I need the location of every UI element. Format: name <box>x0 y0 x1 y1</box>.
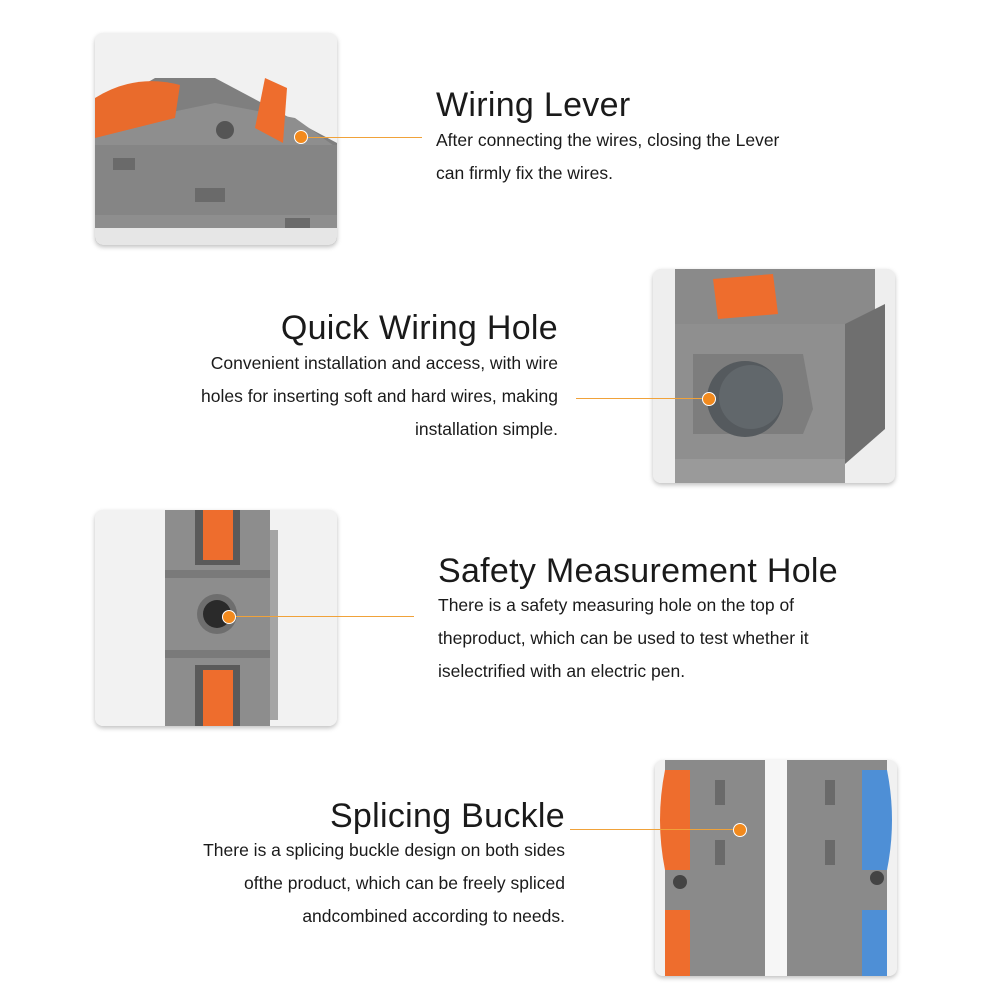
splicing-buckle-title: Splicing Buckle <box>329 797 565 835</box>
wiring-lever-callout-line <box>302 137 422 138</box>
description-line: iselectrified with an electric pen. <box>438 661 686 681</box>
description-line: theproduct, which can be used to test whether it <box>438 628 809 648</box>
description-line: holes for inserting soft and hard wires, making <box>201 386 558 406</box>
splicing-buckle-description <box>203 834 565 933</box>
quick-wiring-hole-callout-line <box>576 398 708 399</box>
splicing-buckle-photo <box>655 760 897 976</box>
quick-wiring-hole-callout-dot <box>702 392 716 406</box>
wiring-lever-title: Wiring Lever <box>436 86 631 124</box>
description-line: ofthe product, which can be freely spliced <box>243 873 565 893</box>
quick-wiring-hole-description <box>201 347 558 446</box>
description-line: andcombined according to needs. <box>302 906 565 926</box>
safety-measurement-hole-title: Safety Measurement Hole <box>438 552 838 590</box>
quick-wiring-hole-title: Quick Wiring Hole <box>280 309 558 347</box>
wiring-lever-description <box>436 124 779 190</box>
description-line: can firmly fix the wires. <box>436 163 613 183</box>
splicing-buckle-callout-dot <box>733 823 747 837</box>
description-line: There is a splicing buckle design on both sides <box>203 840 565 860</box>
description-line: There is a safety measuring hole on the top of <box>438 595 795 615</box>
safety-hole-callout-line <box>236 616 414 617</box>
splicing-buckle-callout-line <box>570 829 740 830</box>
description-line: installation simple. <box>415 419 558 439</box>
wiring-lever-callout-dot <box>294 130 308 144</box>
safety-hole-callout-dot <box>222 610 236 624</box>
safety-measurement-hole-description <box>438 589 809 688</box>
description-line: After connecting the wires, closing the Lever <box>436 130 780 150</box>
safety-measurement-hole-photo <box>95 510 337 726</box>
quick-wiring-hole-photo <box>653 269 895 483</box>
description-line: Convenient installation and access, with wire <box>210 353 558 373</box>
